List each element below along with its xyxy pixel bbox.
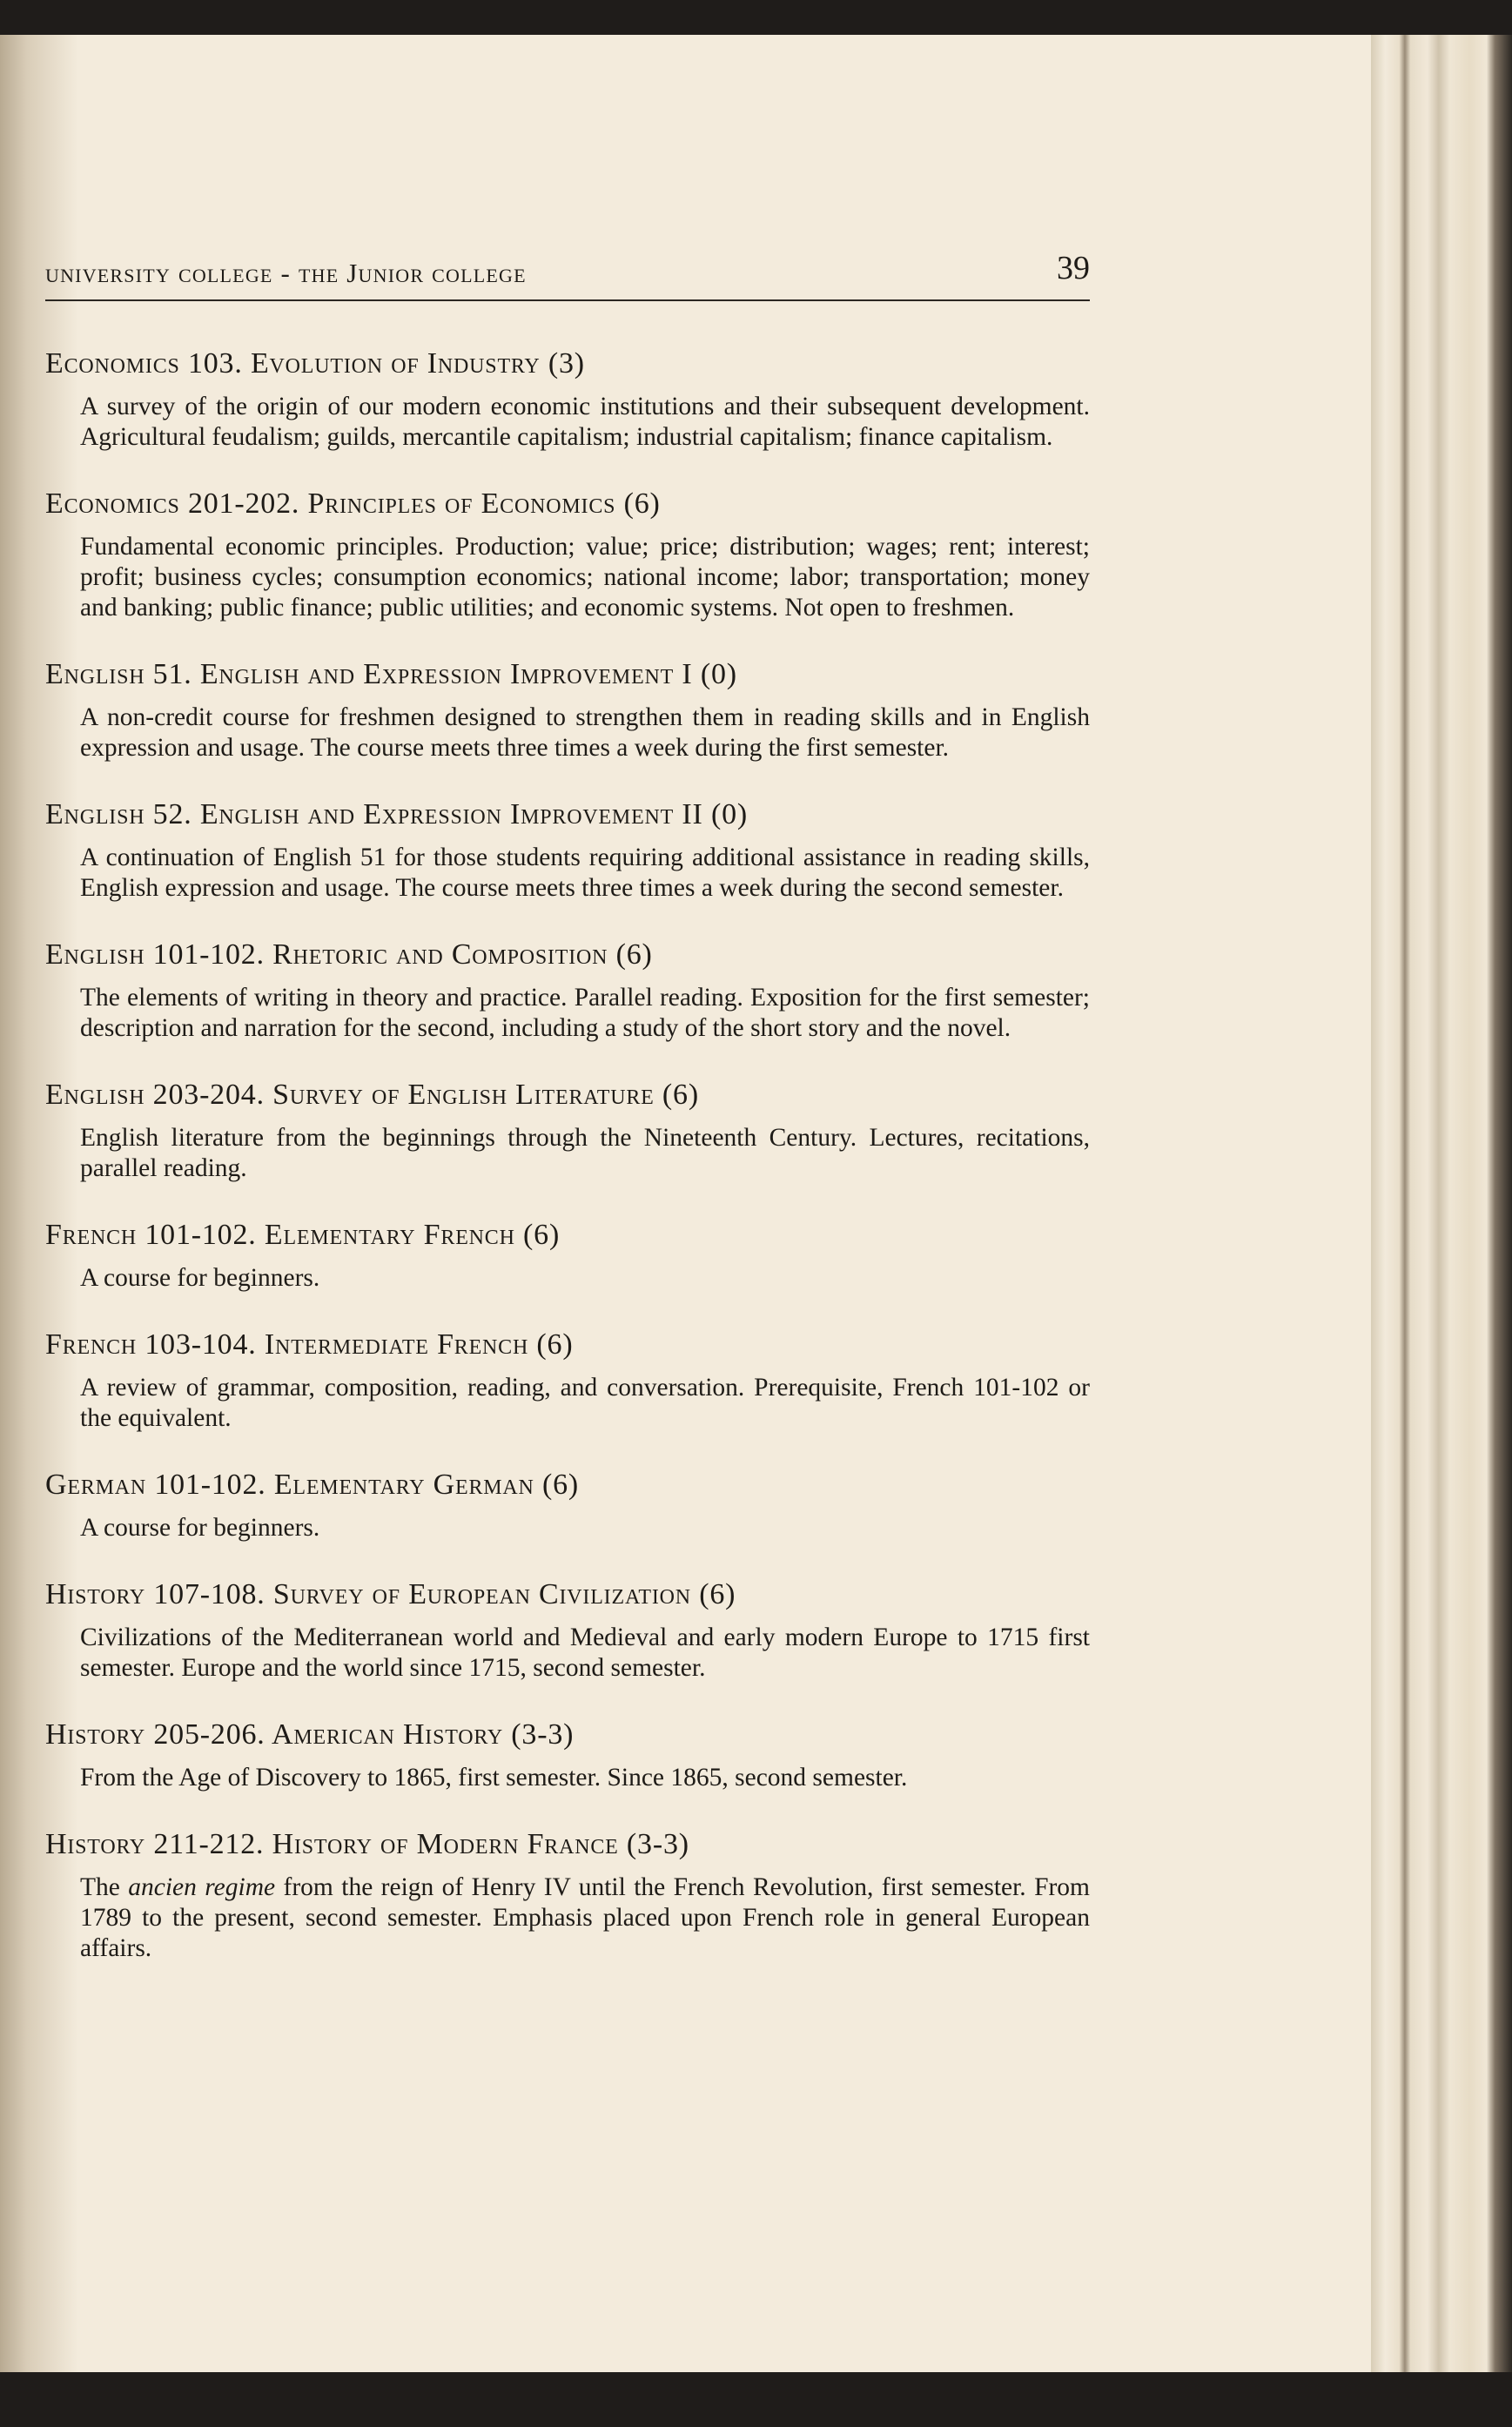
description-italic-term: ancien regime [128,1873,276,1901]
course-description: From the Age of Discovery to 1865, first semester. Since 1865, second semester. [80,1764,908,1792]
course-description: Civilizations of the Mediterranean world and Medieval and early modern Europe to 1715 first semester. Europe and the world since 1715, second semester. [80,1624,1090,1682]
description-lead-text: The [80,1873,129,1901]
course-title: Economics 201-202. Principles of Economics (6) [45,487,661,520]
course-entry-english-203-204 [45,1076,1090,1184]
course-entry-economics-201-202 [45,485,1090,623]
course-title: English 51. English and Expression Improvement I (0) [45,658,737,690]
course-description: A course for beginners. [80,1264,320,1292]
scan-background-bottom [0,2372,1512,2427]
course-description [45,1872,1090,1964]
course-description: English literature from the beginnings through the Nineteenth Century. Lectures, recitations, parallel reading. [80,1124,1090,1182]
course-title: French 101-102. Elementary French (6) [45,1219,561,1251]
course-description: A non-credit course for freshmen designed to strengthen them in reading skills and in English expression and usage. The course meets three times a week during the first semester. [80,703,1090,762]
course-entry-english-52 [45,796,1090,904]
course-description: The elements of writing in theory and practice. Parallel reading. Exposition for the first semester; description and narration for the second, including a study of the short story and the novel. [80,984,1090,1042]
course-entry-history-205-206 [45,1716,1090,1793]
course-title: French 103-104. Intermediate French (6) [45,1328,574,1361]
course-description: A course for beginners. [80,1514,320,1542]
course-entry-german-101-102 [45,1466,1090,1543]
course-description: A continuation of English 51 for those students requiring additional assistance in reading skills, English expression and usage. The course meets three times a week during the second semester. [80,844,1090,902]
header-rule [45,299,1090,301]
course-entry-history-211-212 [45,1825,1090,1964]
course-title: History 205-206. American History (3-3) [45,1718,575,1751]
course-description: A survey of the origin of our modern economic institutions and their subsequent development. Agricultural feudalism; guilds, mercantile capitalism; industrial capitalism; finance capitalism. [80,393,1090,451]
running-head: university college - the Junior college [45,258,527,288]
course-entry-history-107-108 [45,1576,1090,1684]
course-list [45,345,1090,1996]
course-title: English 203-204. Survey of English Literature (6) [45,1079,699,1111]
course-entry-french-101-102 [45,1216,1090,1294]
page-number: 39 [1057,250,1090,286]
scan-background-top [0,0,1512,39]
course-title: Economics 103. Evolution of Industry (3) [45,347,585,380]
page-header [45,249,1090,298]
course-entry-french-103-104 [45,1326,1090,1434]
course-entry-english-51 [45,655,1090,763]
course-entry-english-101-102 [45,936,1090,1044]
description-rest-text: from the reign of Henry IV until the French Revolution, first semester. From 1789 to the present, second semester. Emphasis placed upon French role in general European affairs. [80,1873,1090,1962]
course-title: English 52. English and Expression Improvement II (0) [45,798,749,830]
course-entry-economics-103 [45,345,1090,453]
course-title: English 101-102. Rhetoric and Composition (6) [45,938,653,971]
course-title: German 101-102. Elementary German (6) [45,1469,580,1501]
course-title: History 107-108. Survey of European Civilization (6) [45,1578,736,1610]
course-description: A review of grammar, composition, reading, and conversation. Prerequisite, French 101-102 or the equivalent. [80,1374,1090,1432]
book-binding-edge [1371,35,1512,2377]
course-title: History 211-212. History of Modern France (3-3) [45,1828,689,1860]
course-description: Fundamental economic principles. Production; value; price; distribution; wages; rent; interest; profit; business cycles; consumption economics; national income; labor; transportation; money and banking; public finance; public utilities; and economic systems. Not open to freshmen. [80,533,1090,622]
